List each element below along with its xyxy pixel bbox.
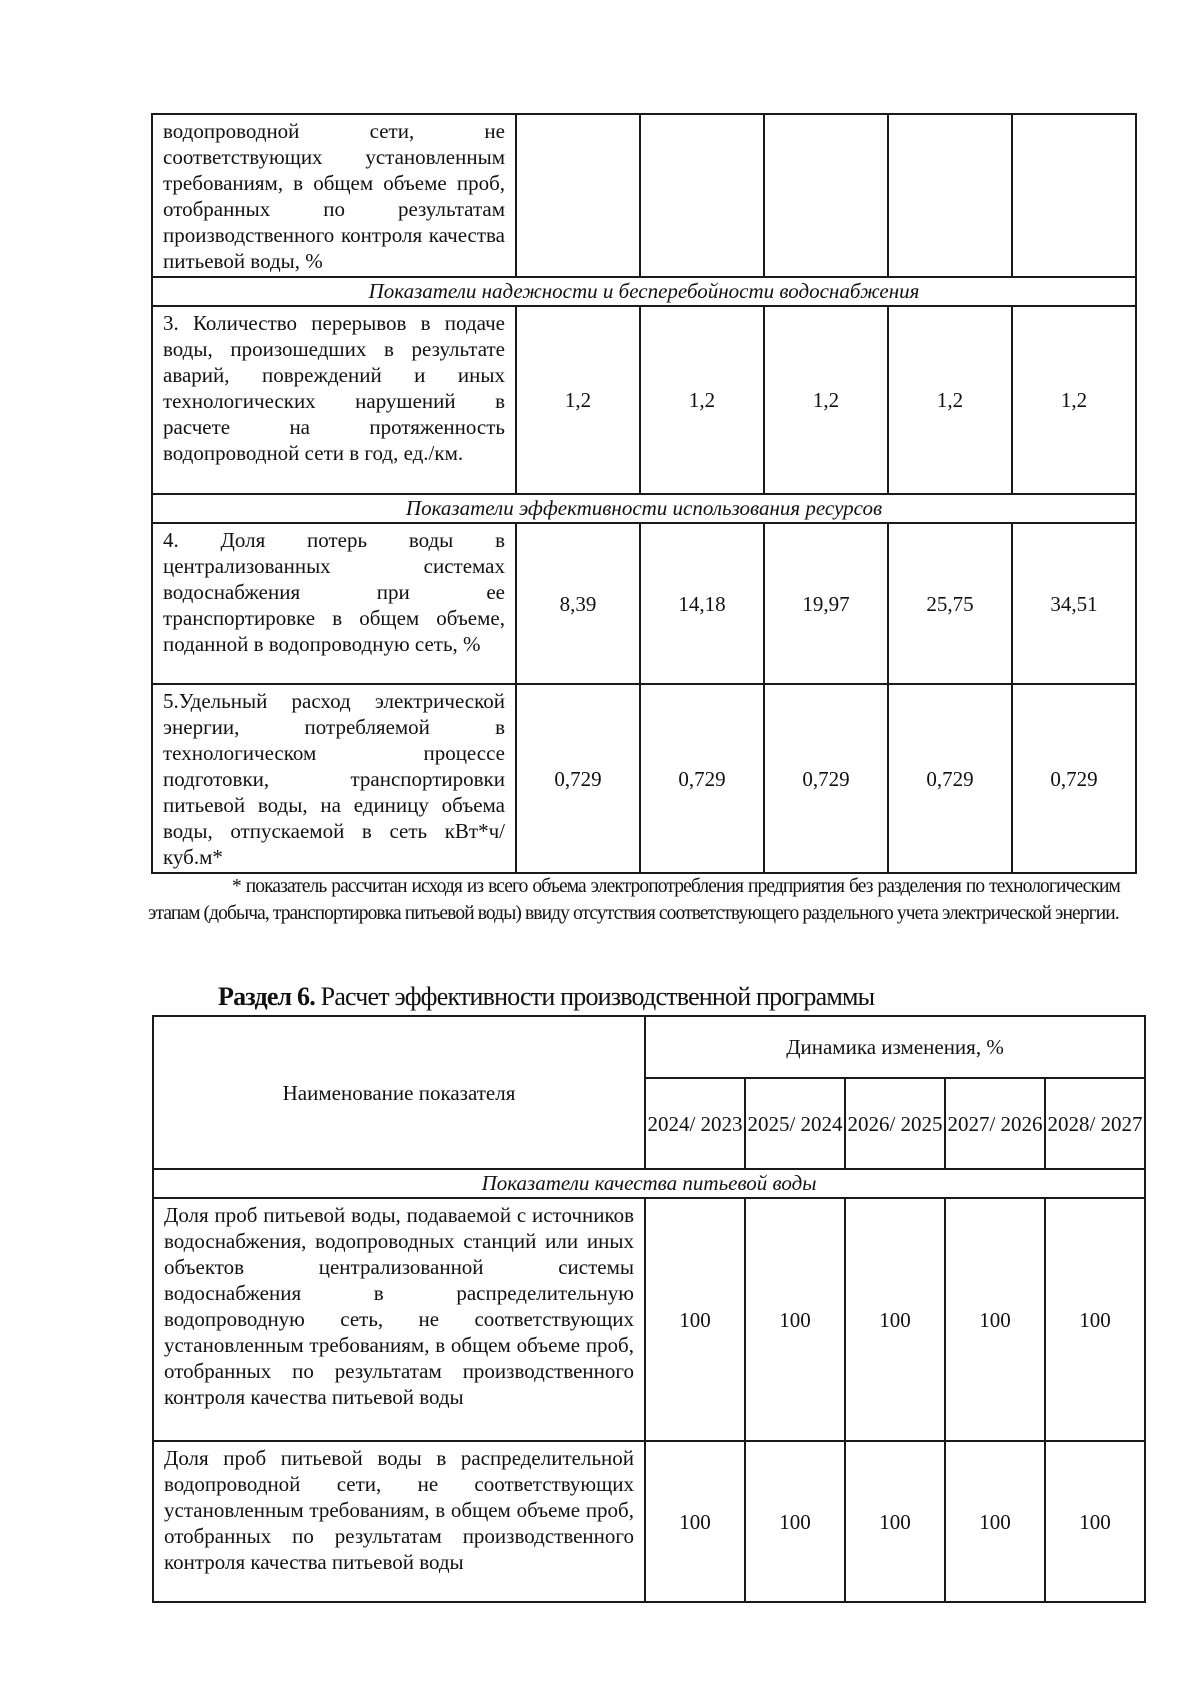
row-description: 5.Удельный расход электрической энергии, потребляемой в технологическом процессе подготовки, транспортировки питьевой воды, на единицу объема воды, отпускаемой в сеть кВт*ч/куб.м* [152, 684, 516, 873]
row-value: 0,729 [888, 684, 1012, 873]
section-heading: Показатели эффективности использования ресурсов [152, 494, 1136, 523]
header-year: 2025/ 2024 [745, 1078, 845, 1169]
row-value [764, 114, 888, 277]
row-value: 100 [945, 1198, 1045, 1441]
row-value: 0,729 [516, 684, 640, 873]
row-description: 3. Количество перерывов в подаче воды, произошедших в результате аварий, повреждений и иных технологических нарушений в расчете на протяженность водопроводной сети в год, ед./км. [152, 306, 516, 494]
header-year: 2027/ 2026 [945, 1078, 1045, 1169]
table-row [152, 306, 1136, 494]
header-year: 2024/ 2023 [645, 1078, 745, 1169]
table-row [152, 523, 1136, 684]
row-value [640, 114, 764, 277]
row-value: 100 [1045, 1198, 1145, 1441]
row-description: 4. Доля потерь воды в централизованных системах водоснабжения при ее транспортировке в общем объеме, поданной в водопроводную сеть, % [152, 523, 516, 684]
row-value: 1,2 [516, 306, 640, 494]
row-description: Доля проб питьевой воды в распределительной водопроводной сети, не соответствующих установленным требованиям, в общем объеме проб, отобранных по результатам производственного контроля качества питьевой воды [153, 1441, 645, 1602]
row-value: 34,51 [1012, 523, 1136, 684]
row-value [516, 114, 640, 277]
table-row [152, 114, 1136, 277]
row-value: 0,729 [764, 684, 888, 873]
indicators-table [151, 113, 1137, 874]
footnote [148, 873, 1120, 927]
header-dynamics: Динамика изменения, % [645, 1016, 1145, 1078]
table-row [152, 684, 1136, 873]
row-value: 100 [645, 1198, 745, 1441]
header-year: 2028/ 2027 [1045, 1078, 1145, 1169]
row-value: 100 [945, 1441, 1045, 1602]
section-row [153, 1169, 1145, 1198]
section-row [152, 277, 1136, 306]
row-value: 1,2 [764, 306, 888, 494]
row-value: 100 [745, 1441, 845, 1602]
section-label: Раздел 6. [218, 982, 315, 1011]
row-value: 1,2 [640, 306, 764, 494]
section-title-text: Расчет эффективности производственной программы [320, 982, 875, 1011]
row-value: 19,97 [764, 523, 888, 684]
efficiency-table [152, 1015, 1146, 1603]
section-title [218, 982, 874, 1012]
table-row [153, 1441, 1145, 1602]
row-value: 8,39 [516, 523, 640, 684]
header-indicator-name: Наименование показателя [153, 1016, 645, 1169]
row-value: 25,75 [888, 523, 1012, 684]
row-value: 100 [645, 1441, 745, 1602]
row-value [888, 114, 1012, 277]
row-description: Доля проб питьевой воды, подаваемой с источников водоснабжения, водопроводных станций или иных объектов централизованной системы водоснабжения в распределительную водопроводную сеть, не соответствующих установленным требованиям, в общем объеме проб, отобранных по результатам производственного контроля качества питьевой воды [153, 1198, 645, 1441]
section-heading: Показатели качества питьевой воды [153, 1169, 1145, 1198]
header-year: 2026/ 2025 [845, 1078, 945, 1169]
section-heading: Показатели надежности и бесперебойности водоснабжения [152, 277, 1136, 306]
row-value: 100 [745, 1198, 845, 1441]
row-description: водопроводной сети, не соответствующих установленным требованиям, в общем объеме проб, отобранных по результатам производственного контроля качества питьевой воды, % [152, 114, 516, 277]
row-value: 100 [1045, 1441, 1145, 1602]
row-value: 0,729 [640, 684, 764, 873]
row-value: 1,2 [1012, 306, 1136, 494]
row-value: 100 [845, 1441, 945, 1602]
row-value: 0,729 [1012, 684, 1136, 873]
row-value: 100 [845, 1198, 945, 1441]
row-value: 14,18 [640, 523, 764, 684]
footnote-text: * показатель рассчитан исходя из всего объема электропотребления предприятия без разделения по технологическим этапам (добыча, транспортировка питьевой воды) ввиду отсутствия соответствующего раздельного учета электрической энергии. [148, 876, 1120, 924]
row-value: 1,2 [888, 306, 1012, 494]
table-row [153, 1198, 1145, 1441]
row-value [1012, 114, 1136, 277]
section-row [152, 494, 1136, 523]
